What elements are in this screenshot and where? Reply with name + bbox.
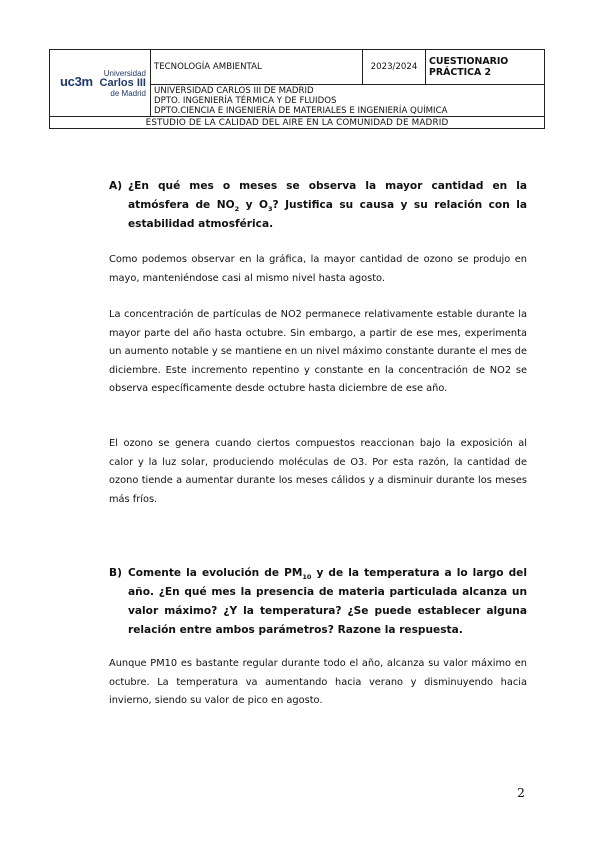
questionnaire-title bbox=[426, 50, 545, 85]
answer-a-paragraph: Como podemos observar en la gráfica, la mayor cantidad de ozono se produjo en mayo, manteniéndose casi al mismo nivel hasta agosto. bbox=[109, 254, 527, 284]
logo-uc3m-text: uc3m bbox=[60, 74, 93, 89]
answer-b-paragraph: Aunque PM10 es bastante regular durante todo el año, alcanza su valor máximo en octubre. La temperatura va aumentando hacia verano y disminuyendo hacia invierno, siendo su valor de pico en agosto. bbox=[109, 658, 527, 706]
question-b-label: B) bbox=[109, 567, 122, 579]
question-a-text-3: ? Justifica su causa y su relación con la estabilidad atmosférica. bbox=[128, 199, 527, 230]
question-a-sub-2: 3 bbox=[267, 205, 273, 214]
dept-line-2: DPTO. INGENIERÍA TÉRMICA Y DE FLUIDOS bbox=[154, 95, 337, 106]
department-info bbox=[151, 85, 545, 117]
question-a-text-1: ¿En qué mes o meses se observa la mayor cantidad en la atmósfera de NO bbox=[128, 180, 527, 211]
document-header bbox=[49, 49, 545, 129]
page-number: 2 bbox=[517, 785, 525, 800]
dept-line-3: DPTO.CIENCIA E INGENIERÍA DE MATERIALES E INGENIERÍA QUÍMICA bbox=[154, 105, 448, 116]
answer-a-paragraph: La concentración de partículas de NO2 permanece relativamente estable durante la mayor parte del año hasta octubre. Sin embargo, a partir de ese mes, experimenta un aumento notable y se mantiene en un nivel máximo constante durante el mes de diciembre. Este incremento repentino y constante en la concentración de NO2 se observa específicamente desde octubre hasta diciembre de ese año. bbox=[109, 309, 527, 394]
question-b bbox=[109, 564, 527, 640]
answer-a-paragraph: El ozono se genera cuando ciertos compuestos reaccionan bajo la exposición al calor y la luz solar, produciendo moléculas de O3. Por esta razón, la cantidad de ozono tiende a aumentar durante los meses cálidos y a disminuir durante los meses más fríos. bbox=[109, 438, 527, 505]
question-b-sub-1: 10 bbox=[302, 573, 312, 582]
question-a-label: A) bbox=[109, 180, 123, 192]
question-a-sub-1: 2 bbox=[234, 205, 240, 214]
logo-cell bbox=[50, 50, 151, 117]
question-a bbox=[109, 177, 527, 234]
question-b-text-2: y de la temperatura a lo largo del año. ¿En qué mes la presencia de materia particulada alcanza un valor máximo? ¿Y la temperatura? ¿Se puede establecer alguna relación entre ambos parámetros? Razone la respuesta. bbox=[128, 567, 527, 636]
logo-line-1: Universidad bbox=[103, 69, 146, 78]
questionnaire-line-2: PRÁCTICA 2 bbox=[429, 67, 492, 78]
logo-line-3: de Madrid bbox=[110, 89, 146, 98]
questionnaire-line-1: CUESTIONARIO bbox=[429, 56, 509, 67]
dept-line-1: UNIVERSIDAD CARLOS III DE MADRID bbox=[154, 85, 314, 96]
academic-year: 2023/2024 bbox=[363, 50, 426, 85]
question-a-text bbox=[128, 177, 527, 234]
logo-university-name bbox=[98, 69, 146, 98]
question-b-text bbox=[128, 564, 527, 640]
question-a-text-2: y O bbox=[239, 199, 268, 211]
course-title: TECNOLOGÍA AMBIENTAL bbox=[151, 50, 363, 85]
study-title: ESTUDIO DE LA CALIDAD DEL AIRE EN LA COMUNIDAD DE MADRID bbox=[50, 117, 545, 129]
university-logo bbox=[60, 69, 146, 99]
logo-line-2: Carlos III bbox=[99, 77, 146, 89]
question-b-text-1: Comente la evolución de PM bbox=[128, 567, 303, 579]
